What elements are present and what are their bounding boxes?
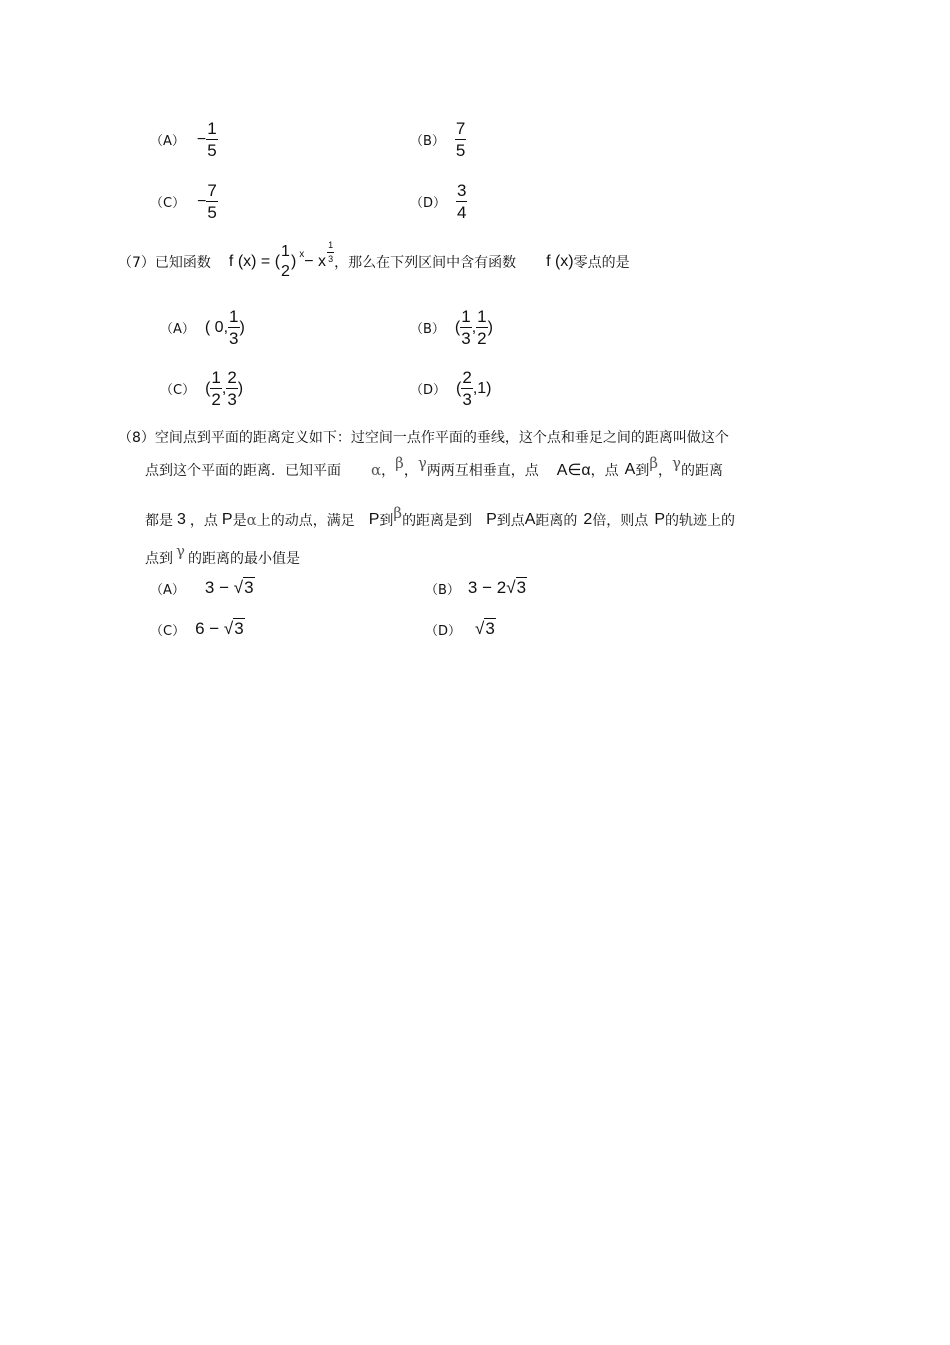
point-p: P	[221, 511, 233, 528]
comma: ，	[381, 463, 396, 479]
beta-symbol: β	[393, 504, 403, 522]
q7-tail-b: 零点的是	[573, 255, 630, 271]
q8-text: 点到	[145, 551, 173, 567]
q7-option-d	[410, 369, 491, 408]
radical-expression: 3 − 2√3	[467, 578, 527, 597]
option-label: （B）	[425, 582, 460, 598]
option-label: （A）	[150, 134, 185, 149]
q6-option-b	[410, 120, 466, 159]
beta-symbol: β	[395, 454, 404, 472]
alpha-symbol: α	[246, 511, 257, 529]
exponent-one-third: $\frac{1}{3}$	[328, 239, 334, 264]
interval-close: ,1)	[472, 379, 492, 397]
option-label: （C）	[150, 623, 186, 639]
point-p: P	[486, 511, 497, 528]
minus-x: − x	[304, 253, 327, 270]
q8-option-a	[150, 578, 255, 598]
minus-sign: −	[196, 130, 207, 148]
interval-close: )	[237, 379, 244, 397]
interval-open: (	[456, 379, 462, 397]
q8-text: 上的动点，满足	[256, 513, 355, 529]
q8-text: 到点	[496, 513, 525, 529]
q6-option-c	[150, 182, 218, 221]
fraction: $\frac{1}{2}$	[211, 368, 221, 409]
fraction: $\frac{1}{2}$	[477, 307, 487, 348]
point-a: A	[524, 511, 536, 528]
gamma-symbol: γ	[671, 454, 681, 472]
option-label: （C）	[150, 196, 186, 211]
option-label: （D）	[425, 623, 462, 639]
option-label: （D）	[410, 383, 447, 398]
comma: ，	[657, 463, 672, 479]
q8-text: 的距离的最小值是	[187, 551, 300, 567]
q8-text: 都是	[145, 513, 173, 529]
q8-text: 的距离	[680, 463, 723, 479]
q8-line-3	[145, 504, 735, 530]
q7-option-c	[160, 369, 243, 408]
q6-option-d	[410, 182, 467, 221]
q8-line-2	[145, 454, 723, 480]
interval-open: (	[454, 318, 461, 336]
option-label: （D）	[410, 196, 447, 211]
fraction: $\frac{7}{5}$	[207, 181, 217, 222]
beta-symbol: β	[649, 454, 658, 472]
function-lhs: f (x) = (	[228, 253, 281, 270]
gamma-symbol: γ	[176, 542, 185, 560]
paren-close: )	[290, 253, 297, 270]
q8-option-b	[425, 578, 527, 598]
minus-sign: −	[197, 192, 207, 210]
radical-expression: √3	[475, 619, 495, 638]
q8-text: 倍，则点	[592, 513, 649, 529]
q8-text: ，点	[590, 463, 619, 479]
q6-option-a	[150, 120, 218, 159]
q8-text: ，点	[189, 513, 218, 529]
option-label: （C）	[160, 383, 196, 398]
q8-line-1	[118, 427, 729, 447]
point-p: P	[368, 511, 380, 528]
alpha-symbol: α	[371, 461, 382, 479]
a-in-alpha: A∈α	[556, 462, 591, 479]
exponent-x: x	[299, 248, 305, 260]
q8-text: 空间点到平面的距离定义如下：过空间一点作平面的垂线，这个点和垂足之间的距离叫做这个	[154, 430, 729, 446]
question-number: （8）	[118, 430, 155, 446]
fraction: $\frac{2}{3}$	[462, 368, 472, 409]
q8-line-4	[145, 542, 300, 568]
option-label: （A）	[160, 322, 195, 337]
q8-text: 点到这个平面的距离．已知平面	[145, 463, 341, 479]
q8-text: 距离的	[535, 513, 578, 529]
number-3: 3	[177, 511, 186, 528]
number-2: 2	[583, 511, 593, 528]
interval-comma: ,	[471, 318, 477, 336]
question-number: （7）	[118, 255, 155, 271]
interval-comma: ,	[221, 379, 227, 397]
q8-option-c	[150, 619, 245, 639]
function-fx: f (x)	[546, 253, 574, 270]
option-label: （B）	[410, 322, 445, 337]
q8-text: 是	[232, 513, 247, 529]
gamma-symbol: γ	[417, 454, 427, 472]
point-p: P	[654, 511, 665, 528]
q8-text: 到	[635, 463, 650, 479]
fraction: $\frac{2}{3}$	[227, 368, 237, 409]
interval-open: ( 0,	[204, 318, 229, 336]
fraction: $\frac{1}{5}$	[207, 119, 217, 160]
interval-open: (	[205, 379, 211, 397]
radical-expression: 6 − √3	[195, 619, 244, 638]
comma: ，	[403, 463, 418, 479]
q8-text: 的距离是到	[402, 513, 473, 529]
q7-tail-a: ，那么在下列区间中含有函数	[334, 255, 517, 271]
interval-close: )	[239, 318, 245, 336]
q7-lead: 已知函数	[154, 255, 211, 271]
q7-option-b	[410, 308, 493, 347]
q7-stem	[118, 239, 630, 280]
q7-option-a	[160, 308, 245, 347]
q8-text: 到	[379, 513, 394, 529]
point-a: A	[624, 461, 636, 478]
radical-expression: 3 − √3	[204, 578, 254, 597]
fraction: $\frac{7}{5}$	[455, 119, 466, 160]
fraction: $\frac{1}{3}$	[229, 307, 239, 348]
fraction: $\frac{3}{4}$	[457, 181, 467, 222]
q8-text: 两两互相垂直，点	[426, 463, 539, 479]
q8-text: 的轨迹上的	[664, 513, 735, 529]
fraction: $\frac{1}{3}$	[461, 307, 471, 348]
interval-close: )	[487, 318, 493, 336]
option-label: （B）	[410, 134, 445, 149]
fraction-half: 1 2	[281, 243, 290, 280]
option-label: （A）	[150, 582, 185, 598]
q8-option-d	[425, 619, 496, 639]
